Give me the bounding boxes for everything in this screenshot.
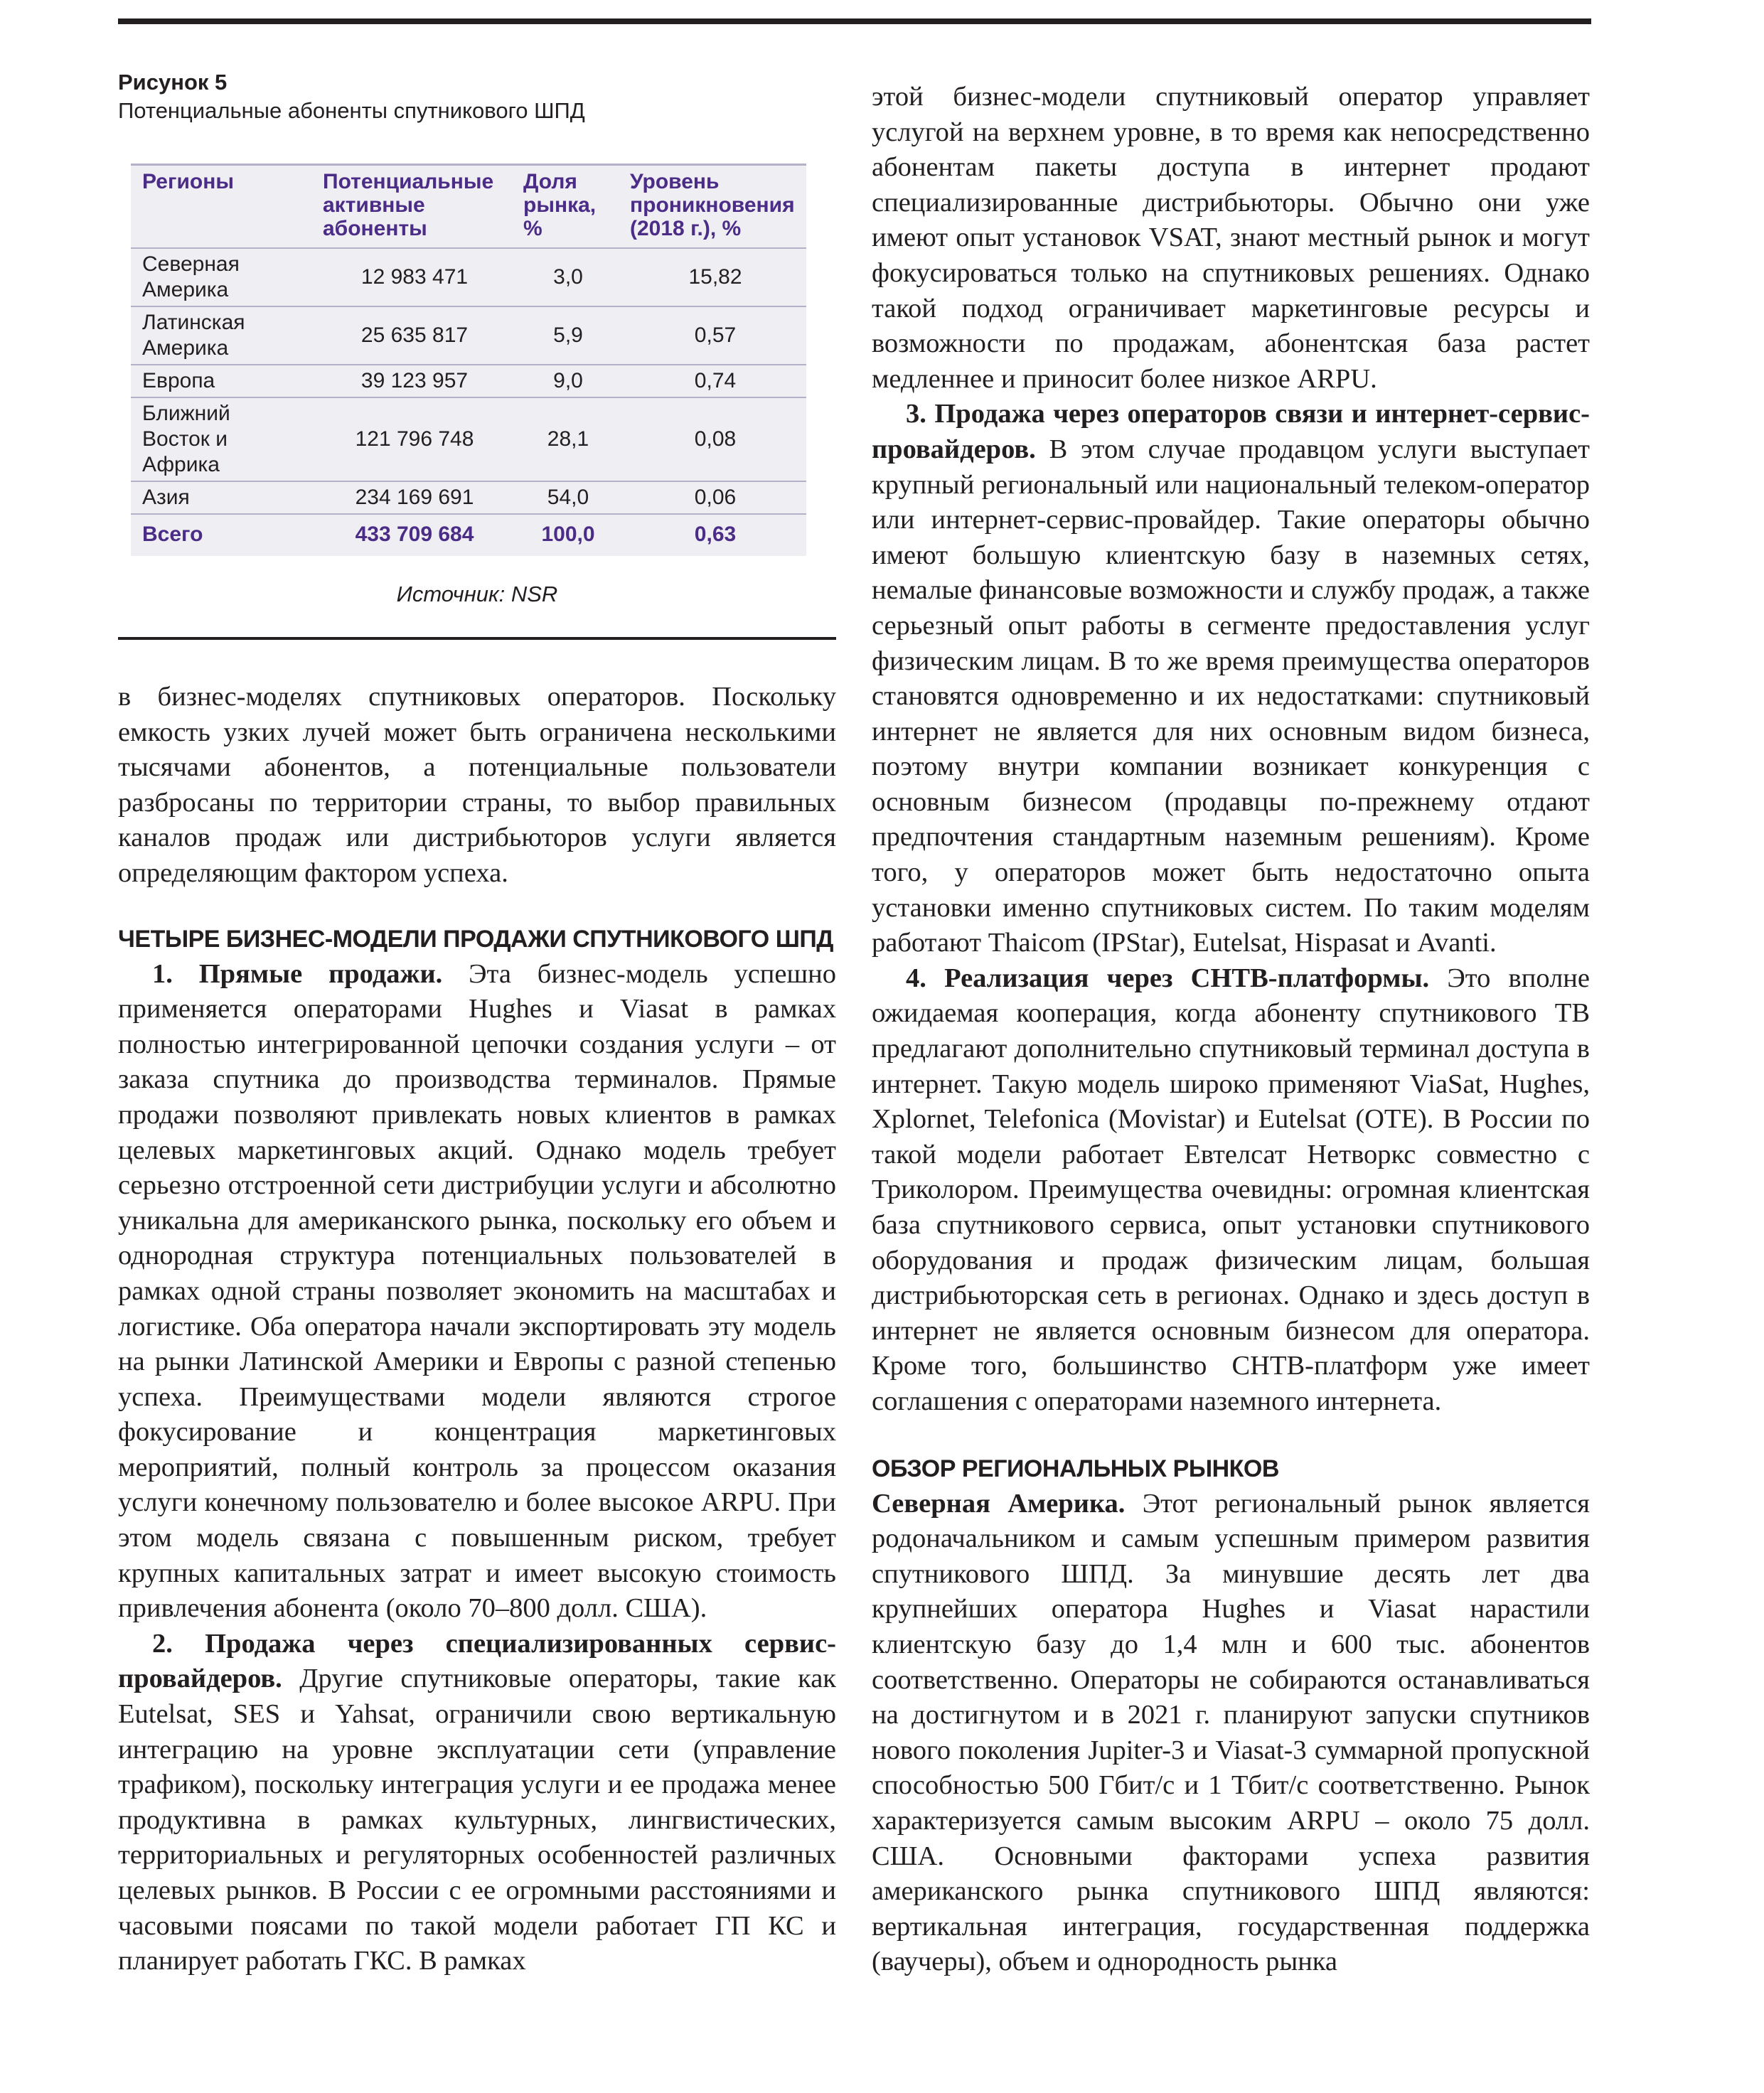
cell-region: Латинская Америка <box>131 306 311 365</box>
figure-source: Источник: NSR <box>396 582 558 606</box>
cell-subscribers: 39 123 957 <box>311 365 512 397</box>
table-row <box>131 248 806 306</box>
figure-title: Рисунок 5 <box>118 70 228 95</box>
paragraph-body: Другие спутниковые операторы, такие как Eutelsat, SES и Yahsat, ограничили свою вертикальную интеграцию на уровне эксплуатации сети (управление трафиком), поскольку интеграция услуги и ее продажа менее продуктивна в рамках культурных, лингвистических, территориальных и регуляторных особенностей различных целевых рынков. В России с ее огромными расстояниями и часовыми поясами по такой модели работает ГП КС и планирует работать ГКС. В рамках <box>118 1664 836 1976</box>
section-heading-regional-markets: ОБЗОР РЕГИОНАЛЬНЫХ РЫНКОВ <box>872 1455 1279 1482</box>
table-row <box>131 397 806 481</box>
cell-share: 100,0 <box>512 514 619 556</box>
paragraph-service-providers <box>118 1627 836 1979</box>
table-row <box>131 481 806 514</box>
table-total-row <box>131 514 806 556</box>
figure-caption: Потенциальные абоненты спутникового ШПД <box>118 98 585 123</box>
right-column <box>872 80 1590 1980</box>
cell-region: Всего <box>131 514 311 556</box>
figure-bottom-rule <box>118 637 836 640</box>
cell-share: 3,0 <box>512 248 619 306</box>
cell-region: Ближний Восток и Африка <box>131 397 311 481</box>
col-header-region: Регионы <box>142 170 234 193</box>
paragraph-lead: 1. Прямые продажи. <box>152 958 443 989</box>
paragraph-telecom-operators <box>872 397 1590 961</box>
paragraph-body: Эта бизнес-модель успешно применяется операторами Hughes и Viasat в рамках полностью интегрированной цепочки создания услуги – от заказа спутника до производства терминалов. Прямые продажи позволяют привлекать новых клиентов в рамках целевых маркетинговых акций. Однако модель требует серьезно отстроенной сети дистрибуции услуги и абсолютно уникальна для американского рынка, поскольку его объем и однородная структура потенциальных пользователей в рамках одной страны позволяет экономить на масштабах и логистике. Оба оператора начали экспортировать эту модель на рынки Латинской Америки и Европы с разной степенью успеха. Преимуществами модели являются строгое фокусирование и концентрация маркетинговых мероприятий, полный контроль за процессом оказания услуги конечному пользователю и более высокое ARPU. При этом модель связана с повышенным риском, требует крупных капитальных затрат и имеет высокую стоимость привлечения абонента (около 70–800 долл. США). <box>118 958 836 1624</box>
cell-penetration: 15,82 <box>619 248 806 306</box>
cell-region: Азия <box>131 481 311 514</box>
cell-share: 5,9 <box>512 306 619 365</box>
cell-region: Европа <box>131 365 311 397</box>
paragraph-direct-sales <box>118 957 836 1627</box>
table-header-row <box>131 166 806 248</box>
figure-5 <box>118 68 836 606</box>
paragraph-lead: Северная Америка. <box>872 1488 1126 1519</box>
table-row <box>131 365 806 397</box>
paragraph-dth-platforms <box>872 961 1590 1420</box>
cell-share: 54,0 <box>512 481 619 514</box>
paragraph-body: Это вполне ожидаемая кооперация, когда абоненту спутникового ТВ предлагают дополнительно спутниковый терминал доступа в интернет. Такую модель широко применяют ViaSat, Hughes, Xplornet, Telefonica (Movistar) и Eutelsat (OTE). В России по такой модели работает Евтелсат Нетворкс совместно с Триколором. Преимущества очевидны: огромная клиентская база спутникового сервиса, опыт установки спутникового оборудования и продаж физическим лицам, большая дистрибьюторская сеть в регионах. Однако и здесь доступ в интернет не является основным бизнесом для оператора. Кроме того, большинство СНТВ-платформ уже имеет соглашения с операторами наземного интернета. <box>872 963 1590 1416</box>
cell-penetration: 0,08 <box>619 397 806 481</box>
section-heading-business-models: ЧЕТЫРЕ БИЗНЕС-МОДЕЛИ ПРОДАЖИ СПУТНИКОВОГО ШПД <box>118 925 834 953</box>
paragraph-body: В этом случае продавцом услуги выступает крупный региональный или национальный телеком-оператор или интернет-сервис-провайдер. Такие операторы обычно имеют большую клиентскую базу в наземных сетях, немалые финансовые возможности и службу продаж, а также серьезный опыт работы в сегменте предоставления услуг физическим лицам. В то же время преимущества операторов становятся одновременно и их недостатками: спутниковый интернет не является для них основным видом бизнеса, поэтому внутри компании возникает конкуренция с основным бизнесом (продавцы по-прежнему отдают предпочтения стандартным наземным решениям). Кроме того, у операторов может быть недостаточно опыта установки именно спутниковых систем. По таким моделям работают Thaicom (IPStar), Eutelsat, Hispasat и Avanti. <box>872 434 1590 958</box>
subscribers-table <box>131 166 806 556</box>
cell-subscribers: 234 169 691 <box>311 481 512 514</box>
cell-subscribers: 12 983 471 <box>311 248 512 306</box>
cell-subscribers: 25 635 817 <box>311 306 512 365</box>
top-rule <box>118 18 1591 24</box>
col-header-subscribers: Потенциальные активные абоненты <box>323 170 494 240</box>
intro-paragraph: в бизнес-моделях спутниковых операторов. Поскольку емкость узких лучей может быть ограничена несколькими тысячами абонентов, а потенциальные пользователи разбросаны по территории страны, то выбор правильных каналов продаж или дистрибьюторов услуги является определяющим фактором успеха. <box>118 682 836 888</box>
col-header-penetration: Уровень проникновения (2018 г.), % <box>630 170 795 240</box>
left-column <box>118 680 836 1979</box>
cell-penetration: 0,63 <box>619 514 806 556</box>
cell-penetration: 0,74 <box>619 365 806 397</box>
cell-region: Северная Америка <box>131 248 311 306</box>
paragraph-north-america <box>872 1487 1590 1980</box>
paragraph-lead: 4. Реализация через СНТВ-платформы. <box>906 963 1430 993</box>
paragraph-lead: 3. Продажа через операторов связи и интернет-сервис-провайдеров. <box>872 399 1590 464</box>
paragraph-body: Этот региональный рынок является родоначальником и самым успешным примером развития спутникового ШПД. За минувшие десять лет два крупнейших оператора Hughes и Viasat нарастили клиентскую базу до 1,4 млн и 600 тыс. абонентов соответственно. Операторы не собираются останавливаться на достигнутом и в 2021 г. планируют запуски спутников нового поколения Jupiter-3 и Viasat-3 суммарной пропускной способностью 500 Гбит/с и 1 Тбит/с соответственно. Рынок характеризуется самым высоким ARPU – около 75 долл. США. Основными факторами успеха развития американского рынка спутникового ШПД являются: вертикальная интеграция, государственная поддержка (ваучеры), объем и однородность рынка <box>872 1488 1590 1977</box>
cell-subscribers: 433 709 684 <box>311 514 512 556</box>
paragraph-lead: 2. Продажа через специализированных сервис-провайдеров. <box>118 1628 836 1694</box>
cell-penetration: 0,06 <box>619 481 806 514</box>
col-header-share: Доля рынка, % <box>523 170 597 240</box>
subscribers-table-box <box>131 164 806 556</box>
cell-share: 9,0 <box>512 365 619 397</box>
table-row <box>131 306 806 365</box>
cell-penetration: 0,57 <box>619 306 806 365</box>
cell-subscribers: 121 796 748 <box>311 397 512 481</box>
continued-paragraph: этой бизнес-модели спутниковый оператор управляет услугой на верхнем уровне, в то время как непосредственно абонентам пакеты доступа в интернет продают специализированные дистрибьюторы. Обычно они уже имеют опыт установок VSAT, знают местный рынок и могут фокусироваться только на спутниковых решениях. Однако такой подход ограничивает маркетинговые ресурсы и возможности по продажам, абонентская база растет медленнее и приносит более низкое ARPU. <box>872 82 1590 394</box>
cell-share: 28,1 <box>512 397 619 481</box>
